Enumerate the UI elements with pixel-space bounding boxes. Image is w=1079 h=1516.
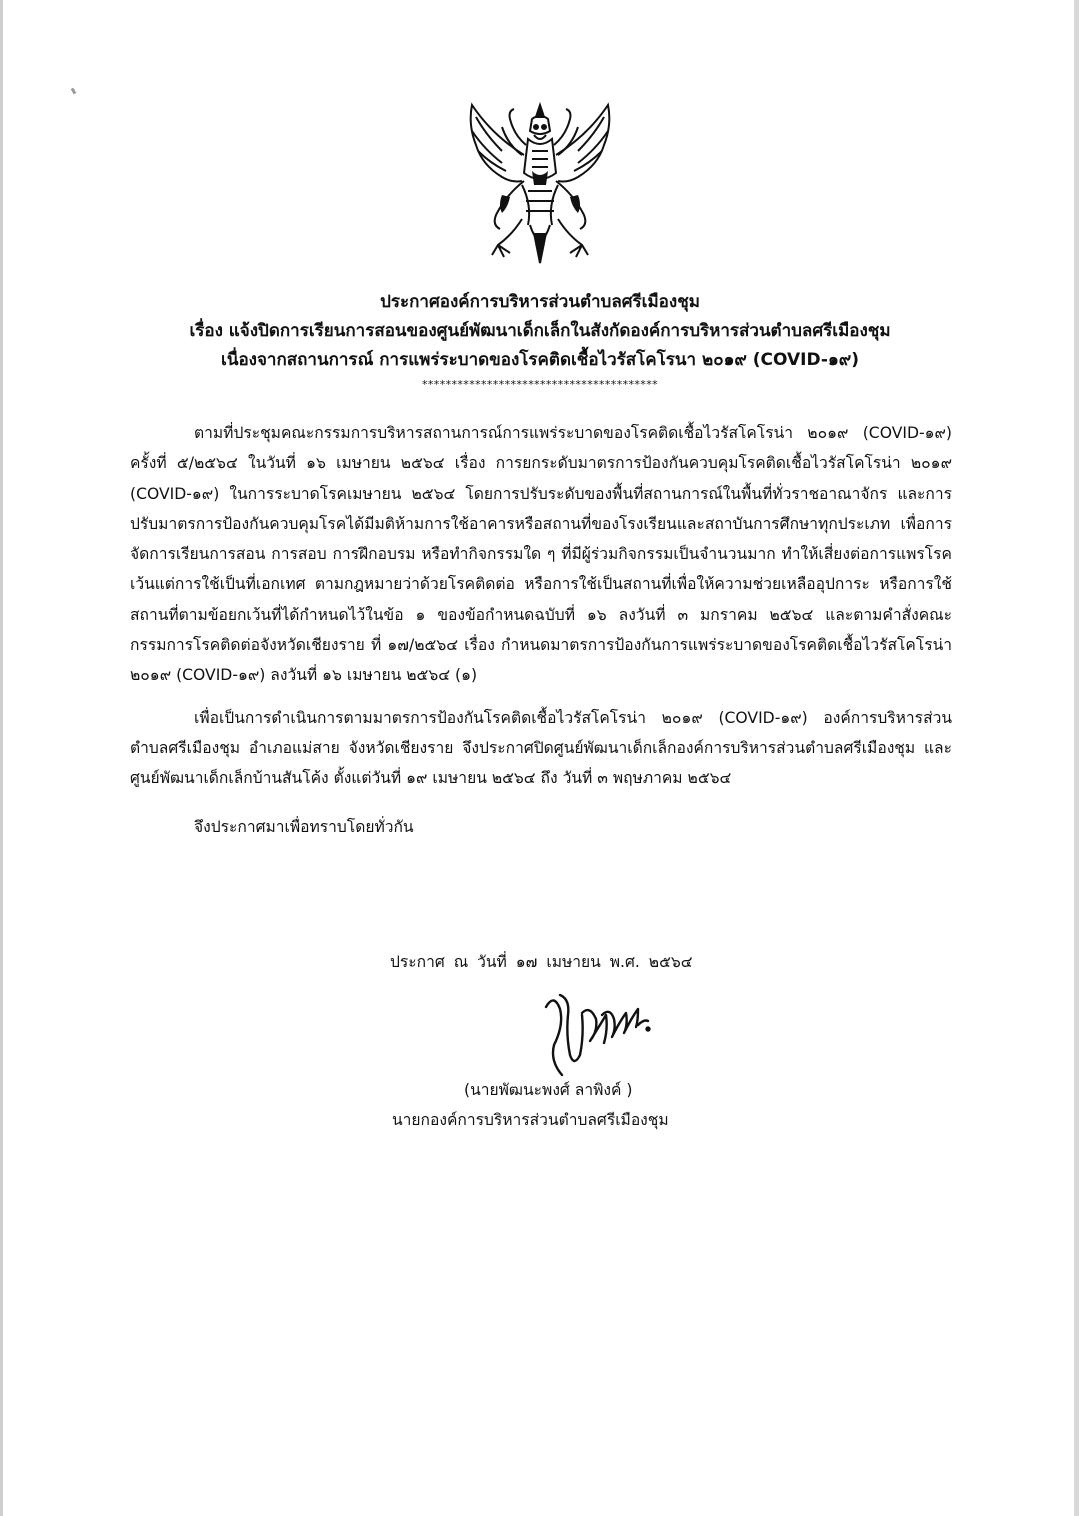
body-paragraph-2: เพื่อเป็นการดำเนินการตามมาตรการป้องกันโรคติดเชื้อไวรัสโคโรน่า ๒๐๑๙ (COVID-๑๙) องค์การบริหารส่วนตำบลศรีเมืองชุม อำเภอแม่สาย จังหวัดเชียงราย จึงประกาศปิดศูนย์พัฒนาเด็กเล็กองค์การบริหารส่วนตำบลศรีเมืองชุม และศูนย์พัฒนาเด็กเล็กบ้านสันโค้ง ตั้งแต่วันที่ ๑๙ เมษายน ๒๕๖๔ ถึง วันที่ ๓ พฤษภาคม ๒๕๖๔	[130, 708, 952, 788]
signatory-name: (นายพัฒนะพงศ์ ลาพิงค์ )	[464, 1081, 633, 1099]
body-paragraph-3: จึงประกาศมาเพื่อทราบโดยทั่วกัน	[194, 817, 414, 836]
announcement-reason: เนื่องจากสถานการณ์ การแพร่ระบาดของโรคติดเชื้อไวรัสโคโรนา ๒๐๑๙ (COVID-๑๙)	[221, 350, 859, 370]
header-divider: ****************************************	[422, 378, 658, 391]
scan-speck	[71, 88, 77, 95]
announcement-subject: เรื่อง แจ้งปิดการเรียนการสอนของศูนย์พัฒนาเด็กเล็กในสังกัดองค์การบริหารส่วนตำบลศรีเมืองชุม	[189, 321, 891, 341]
scan-edge-left	[0, 0, 3, 1516]
announcement-header	[120, 288, 960, 393]
scan-edge-right	[1074, 0, 1079, 1516]
signatory-title: นายกองค์การบริหารส่วนตำบลศรีเมืองชุม	[392, 1111, 669, 1129]
announcement-issuer: ประกาศองค์การบริหารส่วนตำบลศรีเมืองชุม	[380, 292, 700, 312]
handwritten-signature	[540, 985, 655, 1080]
garuda-emblem-icon	[462, 95, 618, 265]
announcement-body	[130, 418, 952, 842]
body-paragraph-1: ตามที่ประชุมคณะกรรมการบริหารสถานการณ์การแพร่ระบาดของโรคติดเชื้อไวรัสโคโรน่า ๒๐๑๙ (COVID-๑๙) ครั้งที่ ๕/๒๕๖๔ ในวันที่ ๑๖ เมษายน ๒๕๖๔ เรื่อง การยกระดับมาตรการป้องกันควบคุมโรคติดเชื้อไวรัสโคโรน่า ๒๐๑๙ (COVID-๑๙) ในการระบาดโรคเมษายน ๒๕๖๔ โดยการปรับระดับของพื้นที่สถานการณ์ในพื้นที่ทั่วราชอาณาจักร และการปรับมาตรการป้องกันควบคุมโรคได้มีมติห้ามการใช้อาคารหรือสถานที่ของโรงเรียนและสถาบันการศึกษาทุกประเภท เพื่อการจัดการเรียนการสอน การสอบ การฝึกอบรม หรือทำกิจกรรมใด ๆ ที่มีผู้ร่วมกิจกรรมเป็นจำนวนมาก ทำให้เสี่ยงต่อการแพรโรค เว้นแต่การใช้เป็นที่เอกเทศ ตามกฎหมายว่าด้วยโรคติดต่อ หรือการใช้เป็นสถานที่เพื่อให้ความช่วยเหลืออุปการะ หรือการใช้สถานที่ตามข้อยกเว้นที่ได้กำหนดไว้ในข้อ ๑ ของข้อกำหนดฉบับที่ ๑๖ ลงวันที่ ๓ มกราคม ๒๕๖๔ และตามคำสั่งคณะกรรมการโรคติดต่อจังหวัดเชียงราย ที่ ๑๗/๒๕๖๔ เรื่อง กำหนดมาตรการป้องกันการแพร่ระบาดของโรคติดเชื้อไวรัสโคโรน่า ๒๐๑๙ (COVID-๑๙) ลงวันที่ ๑๖ เมษายน ๒๕๖๔ (๑)	[130, 424, 952, 685]
announcement-date: ประกาศ ณ วันที่ ๑๗ เมษายน พ.ศ. ๒๕๖๔	[390, 953, 693, 971]
